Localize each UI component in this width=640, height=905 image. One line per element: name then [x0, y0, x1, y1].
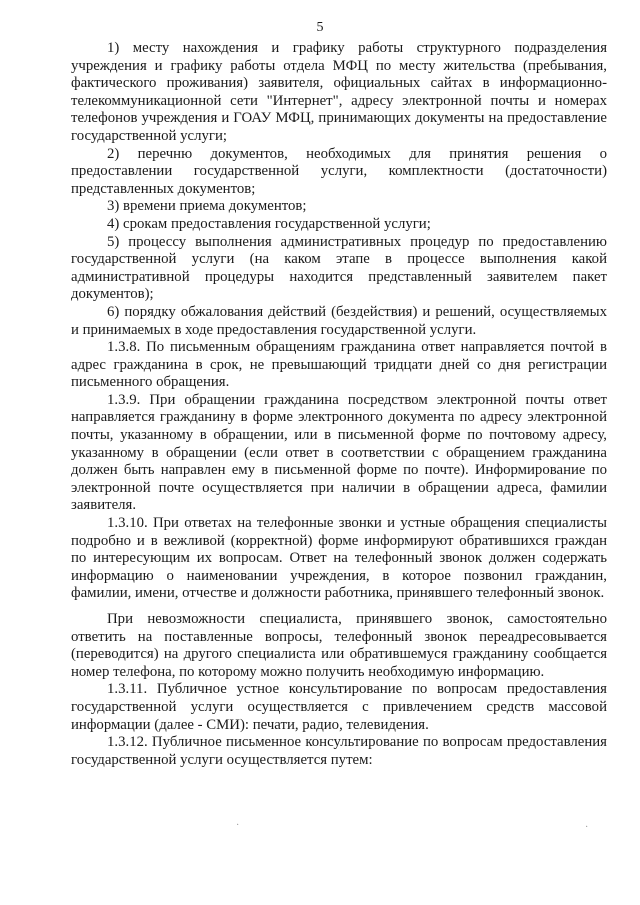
paragraph-1-3-12: 1.3.12. Публичное письменное консультирование по вопросам предоставления государственной услуги осуществляется путем: [71, 734, 607, 768]
paragraph-item-4: 4) срокам предоставления государственной услуги; [107, 215, 431, 232]
paragraph-1-3-8: 1.3.8. По письменным обращениям гражданина ответ направляется почтой в адрес гражданина в срок, не превышающий тридцати дней со дня регистрации письменного обращения. [71, 339, 607, 391]
paragraph-1-3-9: 1.3.9. При обращении гражданина посредством электронной почты ответ направляется гражданину в форме электронного документа по адресу электронной почты, указанному в обращении, или в письменной форме по почтовому адресу, указанному в обращении (если ответ в соответствии с обращением гражданина должен быть направлен ему в письменной форме по почте). Информирование по электронной почте осуществляется при наличии в обращении адреса, фамилии заявителя. [71, 391, 607, 514]
paragraph-1-3-10: 1.3.10. При ответах на телефонные звонки и устные обращения специалисты подробно и в вежливой (корректной) форме информируют обратившихся граждан по интересующим их вопросам. Ответ на телефонный звонок должен содержать информацию о наименовании учреждения, в которое позвонил гражданин, фамилии, имени, отчестве и должности работника, принявшего телефонный звонок. [71, 515, 607, 602]
paragraph-item-6: 6) порядку обжалования действий (бездействия) и решений, осуществляемых и принимаемых в ходе предоставления государственной услуги. [71, 303, 607, 338]
scan-speck: · [585, 822, 589, 833]
paragraph-item-5: 5) процессу выполнения административных процедур по предоставлению государственной услуги (на каком этапе в процессе выполнения какой административной процедуры находится представленный заявителем пакет документов); [71, 233, 607, 303]
page-number: 5 [316, 20, 324, 35]
scan-speck: · [236, 820, 240, 831]
document-body [71, 40, 607, 769]
paragraph-item-3: 3) времени приема документов; [107, 198, 307, 215]
paragraph-redirect-call: При невозможности специалиста, принявшего звонок, самостоятельно ответить на поставленные вопросы, телефонный звонок переадресовывается (переводится) на другого специалиста или обратившемуся гражданину сообщается номер телефона, по которому можно получить необходимую информацию. [71, 611, 607, 680]
paragraph-item-1: 1) месту нахождения и графику работы структурного подразделения учреждения и графику работы отдела МФЦ по месту жительства (пребывания, фактического проживания) заявителя, официальных сайтах в информационно-телекоммуникационной сети "Интернет", адресу электронной почты и номерах телефонов учреждения и ГОАУ МФЦ, принимающих документы на предоставление государственной услуги; [71, 40, 607, 144]
paragraph-1-3-11: 1.3.11. Публичное устное консультирование по вопросам предоставления государственной услуги осуществляется с привлечением средств массовой информации (далее - СМИ): печати, радио, телевидения. [71, 681, 607, 733]
paragraph-item-2: 2) перечню документов, необходимых для принятия решения о предоставлении государственной услуги, комплектности (достаточности) представленных документов; [71, 145, 607, 197]
